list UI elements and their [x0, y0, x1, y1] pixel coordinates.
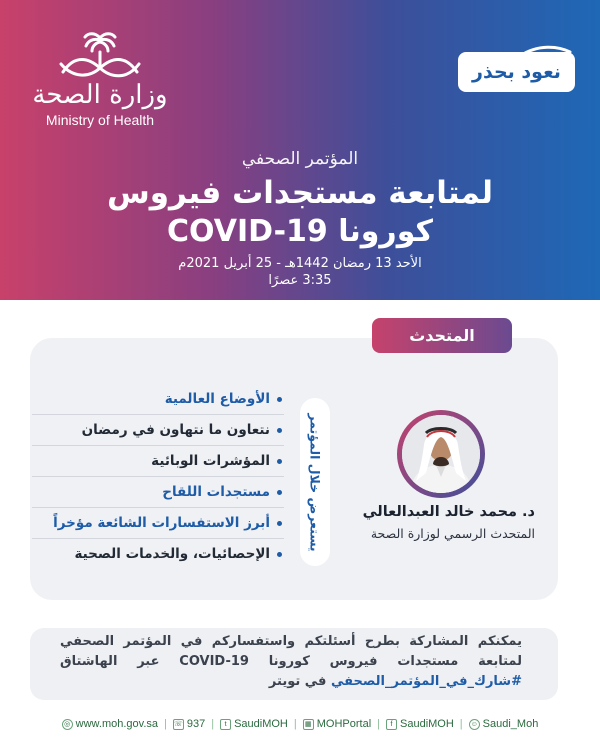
topics-list — [32, 384, 284, 569]
divider: | — [211, 718, 215, 730]
website-text: www.moh.gov.sa — [75, 718, 158, 730]
footer-twitter[interactable] — [220, 718, 288, 730]
participation-note — [60, 632, 522, 692]
speaker-role: المتحدث الرسمي لوزارة الصحة — [370, 526, 535, 541]
campaign-badge: نعود بحذر — [458, 52, 575, 92]
list-item: المؤشرات الوبائية — [32, 446, 284, 477]
logo-arabic-name: وزارة الصحة — [32, 80, 168, 110]
list-item: أبرز الاستفسارات الشائعة مؤخراً — [32, 508, 284, 539]
footer-phone[interactable] — [173, 718, 205, 730]
facebook-text: SaudiMOH — [400, 718, 454, 730]
page-title-line2: كورونا COVID-19 — [167, 214, 433, 249]
moh-logo — [30, 30, 170, 128]
speaker-tab: المتحدث — [372, 318, 512, 353]
speaker-name: د. محمد خالد العبدالعالي — [362, 504, 535, 520]
footer-facebook[interactable] — [386, 718, 454, 730]
hashtag-link[interactable]: #شارك_في_المؤتمر_الصحفي — [330, 674, 522, 689]
footer-website[interactable] — [62, 718, 158, 730]
page-title: لمتابعة مستجدات فيروس — [107, 175, 493, 211]
event-date: الأحد 13 رمضان 1442هـ - 25 أبريل 2021م — [178, 256, 422, 271]
avatar — [402, 415, 480, 493]
list-item: مستجدات اللقاح — [32, 477, 284, 508]
divider: | — [293, 718, 297, 730]
footer-contacts — [0, 712, 600, 736]
snapchat-icon: ☺ — [470, 720, 478, 728]
note-text: يمكنكم المشاركة بطرح أسئلتكم واستفساركم في المؤتمر الصحفي لمتابعة مستجدات فيروس كورونا COVID-19 عبر الهاشتاق — [60, 634, 522, 669]
event-time: 3:35 عصرًا — [268, 273, 332, 288]
title-block — [0, 148, 600, 289]
divider: | — [164, 718, 167, 730]
logo-english-name: Ministry of Health — [45, 112, 155, 128]
list-item: نتعاون ما نتهاون في رمضان — [32, 415, 284, 446]
phone-text: 937 — [186, 718, 206, 730]
divider: | — [377, 718, 380, 730]
list-item: الأوضاع العالمية — [32, 384, 284, 415]
divider: | — [459, 718, 463, 730]
footer-portal[interactable] — [303, 718, 371, 730]
snapchat-text: Saudi_Moh — [482, 718, 539, 730]
twitter-icon: t — [220, 719, 231, 730]
facebook-icon: f — [386, 719, 397, 730]
portal-icon: ▦ — [303, 719, 314, 730]
phone-icon: ☏ — [173, 720, 183, 728]
vertical-label — [300, 398, 330, 566]
footer-snapchat[interactable] — [469, 718, 539, 730]
palm-swords-emblem-icon — [55, 30, 145, 82]
speaker-photo-icon — [402, 415, 480, 493]
list-item: الإحصائيات، والخدمات الصحية — [32, 539, 284, 569]
globe-icon: ◎ — [62, 719, 73, 730]
note-suffix: في تويتر — [268, 674, 327, 689]
twitter-text: SaudiMOH — [234, 718, 288, 730]
portal-text: MOHPortal — [316, 718, 372, 730]
page-subtitle: المؤتمر الصحفي — [241, 149, 359, 169]
vertical-label-text: يستعرض خلال المؤتمر — [307, 412, 323, 552]
